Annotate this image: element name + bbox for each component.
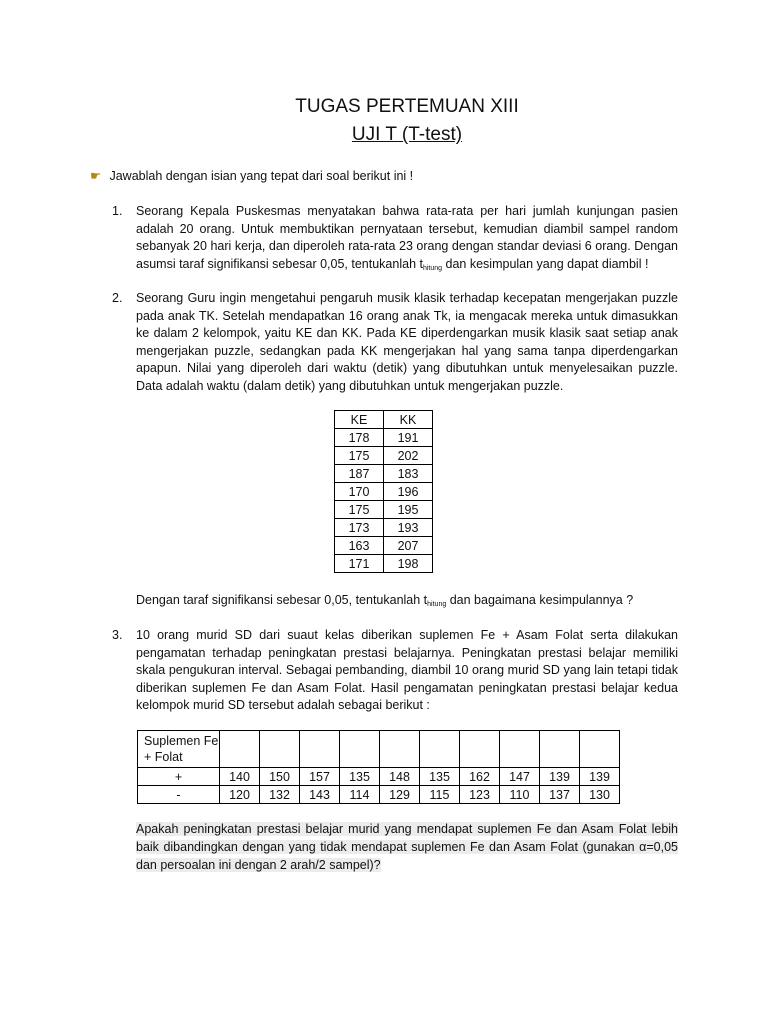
table-cell: 207: [384, 537, 433, 555]
table-cell: [500, 731, 540, 768]
table-cell: 187: [335, 465, 384, 483]
table-cell: 123: [460, 786, 500, 804]
question-text: Seorang Guru ingin mengetahui pengaruh musik klasik terhadap kecepatan mengerjakan puzzle pada anak TK. Setelah mendapatkan 16 orang anak Tk, ia mengacak mereka untuk dimasukkan ke dalam 2 kelompok, yaitu KE dan KK. Pada KE diperdengarkan musik klasik saat setiap anak mengerjakan puzzle, sedangkan pada KK mengerjakan hal yang sama tanpa diperdengarkan apapun. Nilai yang diperoleh dari waktu (detik) yang dibutuhkan untuk menyelesaikan puzzle. Data adalah waktu (dalam detik) yang dibutuhkan untuk mengerjakan puzzle.: [136, 291, 678, 393]
table-cell: 129: [380, 786, 420, 804]
pointer-hand-icon: ☛: [90, 169, 102, 183]
table-cell: [420, 731, 460, 768]
table-cell: 139: [540, 768, 580, 786]
table-cell: 135: [340, 768, 380, 786]
question-2: [112, 290, 678, 395]
table-cell: 114: [340, 786, 380, 804]
table-row: [335, 537, 433, 555]
followup-text-part: Dengan taraf signifikansi sebesar 0,05, tentukanlah t: [136, 593, 428, 607]
table-row: [335, 447, 433, 465]
table-cell: 196: [384, 483, 433, 501]
row-label: +: [138, 768, 220, 786]
page-title: TUGAS PERTEMUAN XIII: [295, 96, 519, 117]
table-cell: 163: [335, 537, 384, 555]
table-cell: 183: [384, 465, 433, 483]
table-cell: 130: [580, 786, 620, 804]
table-cell: 139: [580, 768, 620, 786]
table-row: [138, 786, 620, 804]
table-cell: 162: [460, 768, 500, 786]
question-2-followup: [136, 593, 633, 608]
table-cell: 120: [220, 786, 260, 804]
table-cell: [460, 731, 500, 768]
table-cell: 193: [384, 519, 433, 537]
question-text: [136, 203, 678, 277]
table-row: [335, 483, 433, 501]
highlighted-text: Apakah peningkatan prestasi belajar murid yang mendapat suplemen Fe dan Asam Folat lebih baik dibandingkan dengan yang tidak mendapat suplemen Fe dan Asam Folat (gunakan α=0,05 dan persoalan ini dengan 2 arah/2 sampel)?: [136, 822, 678, 872]
page-subtitle: UJI T (T-test): [351, 124, 463, 145]
table-row: [335, 519, 433, 537]
followup-text-part: dan bagaimana kesimpulannya ?: [446, 593, 634, 607]
table-cell: 140: [220, 768, 260, 786]
supplement-table: [137, 730, 620, 804]
table-cell: 191: [384, 429, 433, 447]
table-cell: 178: [335, 429, 384, 447]
table-cell: 202: [384, 447, 433, 465]
row-label: -: [138, 786, 220, 804]
question-1: [112, 203, 678, 277]
table-cell: 148: [380, 768, 420, 786]
question-text: 10 orang murid SD dari suaut kelas diberikan suplemen Fe + Asam Folat serta dilakukan pengamatan terhadap peningkatan prestasi belajarnya. Peningkatan prestasi belajar memiliki skala pengukuran interval. Sebagai pembanding, diambil 10 orang murid SD yang lain tetapi tidak diberikan suplemen Fe dan Asam Folat. Hasil pengamatan peningkatan prestasi belajar kedua kelompok murid SD tersebut adalah sebagai berikut :: [136, 628, 678, 712]
table-header-row: [138, 731, 620, 768]
table-row: [335, 501, 433, 519]
table-cell: [260, 731, 300, 768]
subscript: hitung: [422, 264, 443, 272]
table-cell: 173: [335, 519, 384, 537]
table-cell: 170: [335, 483, 384, 501]
table-cell: 147: [500, 768, 540, 786]
table-row: [335, 429, 433, 447]
table-cell: [300, 731, 340, 768]
column-header: KE: [335, 411, 384, 429]
table-cell: 171: [335, 555, 384, 573]
puzzle-time-table: [334, 410, 433, 573]
table-cell: 115: [420, 786, 460, 804]
table-cell: 137: [540, 786, 580, 804]
table-cell: [220, 731, 260, 768]
table-cell: 143: [300, 786, 340, 804]
question-number: 2.: [112, 291, 123, 305]
column-header: KK: [384, 411, 433, 429]
table-cell: 175: [335, 501, 384, 519]
question-3: [112, 627, 678, 715]
row-header: Suplemen Fe + Folat: [138, 731, 220, 768]
table-row: [138, 768, 620, 786]
subscript: hitung: [427, 601, 447, 608]
table-cell: [540, 731, 580, 768]
instructions-text: Jawablah dengan isian yang tepat dari soal berikut ini !: [109, 169, 414, 183]
table-cell: 135: [420, 768, 460, 786]
table-cell: 175: [335, 447, 384, 465]
table-cell: [380, 731, 420, 768]
table-cell: 195: [384, 501, 433, 519]
table-cell: 150: [260, 768, 300, 786]
question-text-part: Seorang Kepala Puskesmas menyatakan bahwa rata-rata per hari jumlah kunjungan pasien adalah 20 orang. Untuk membuktikan pernyataan tersebut, kemudian diambil sampel random sebanyak 20 hari kerja, dan diperoleh rata-rata 23 orang dengan standar deviasi 6 orang. Dengan asumsi taraf signifikansi sebesar 0,05, tentukanlah t: [136, 204, 678, 271]
question-3-prompt: [136, 820, 678, 874]
table-row: [335, 465, 433, 483]
instructions: [90, 168, 413, 183]
table-cell: 198: [384, 555, 433, 573]
question-text-part: dan kesimpulan yang dapat diambil !: [442, 256, 649, 271]
table-cell: 110: [500, 786, 540, 804]
table-header-row: [335, 411, 433, 429]
question-number: 1.: [112, 204, 123, 218]
question-number: 3.: [112, 628, 123, 642]
table-cell: 157: [300, 768, 340, 786]
table-row: [335, 555, 433, 573]
table-cell: 132: [260, 786, 300, 804]
table-cell: [580, 731, 620, 768]
table-cell: [340, 731, 380, 768]
